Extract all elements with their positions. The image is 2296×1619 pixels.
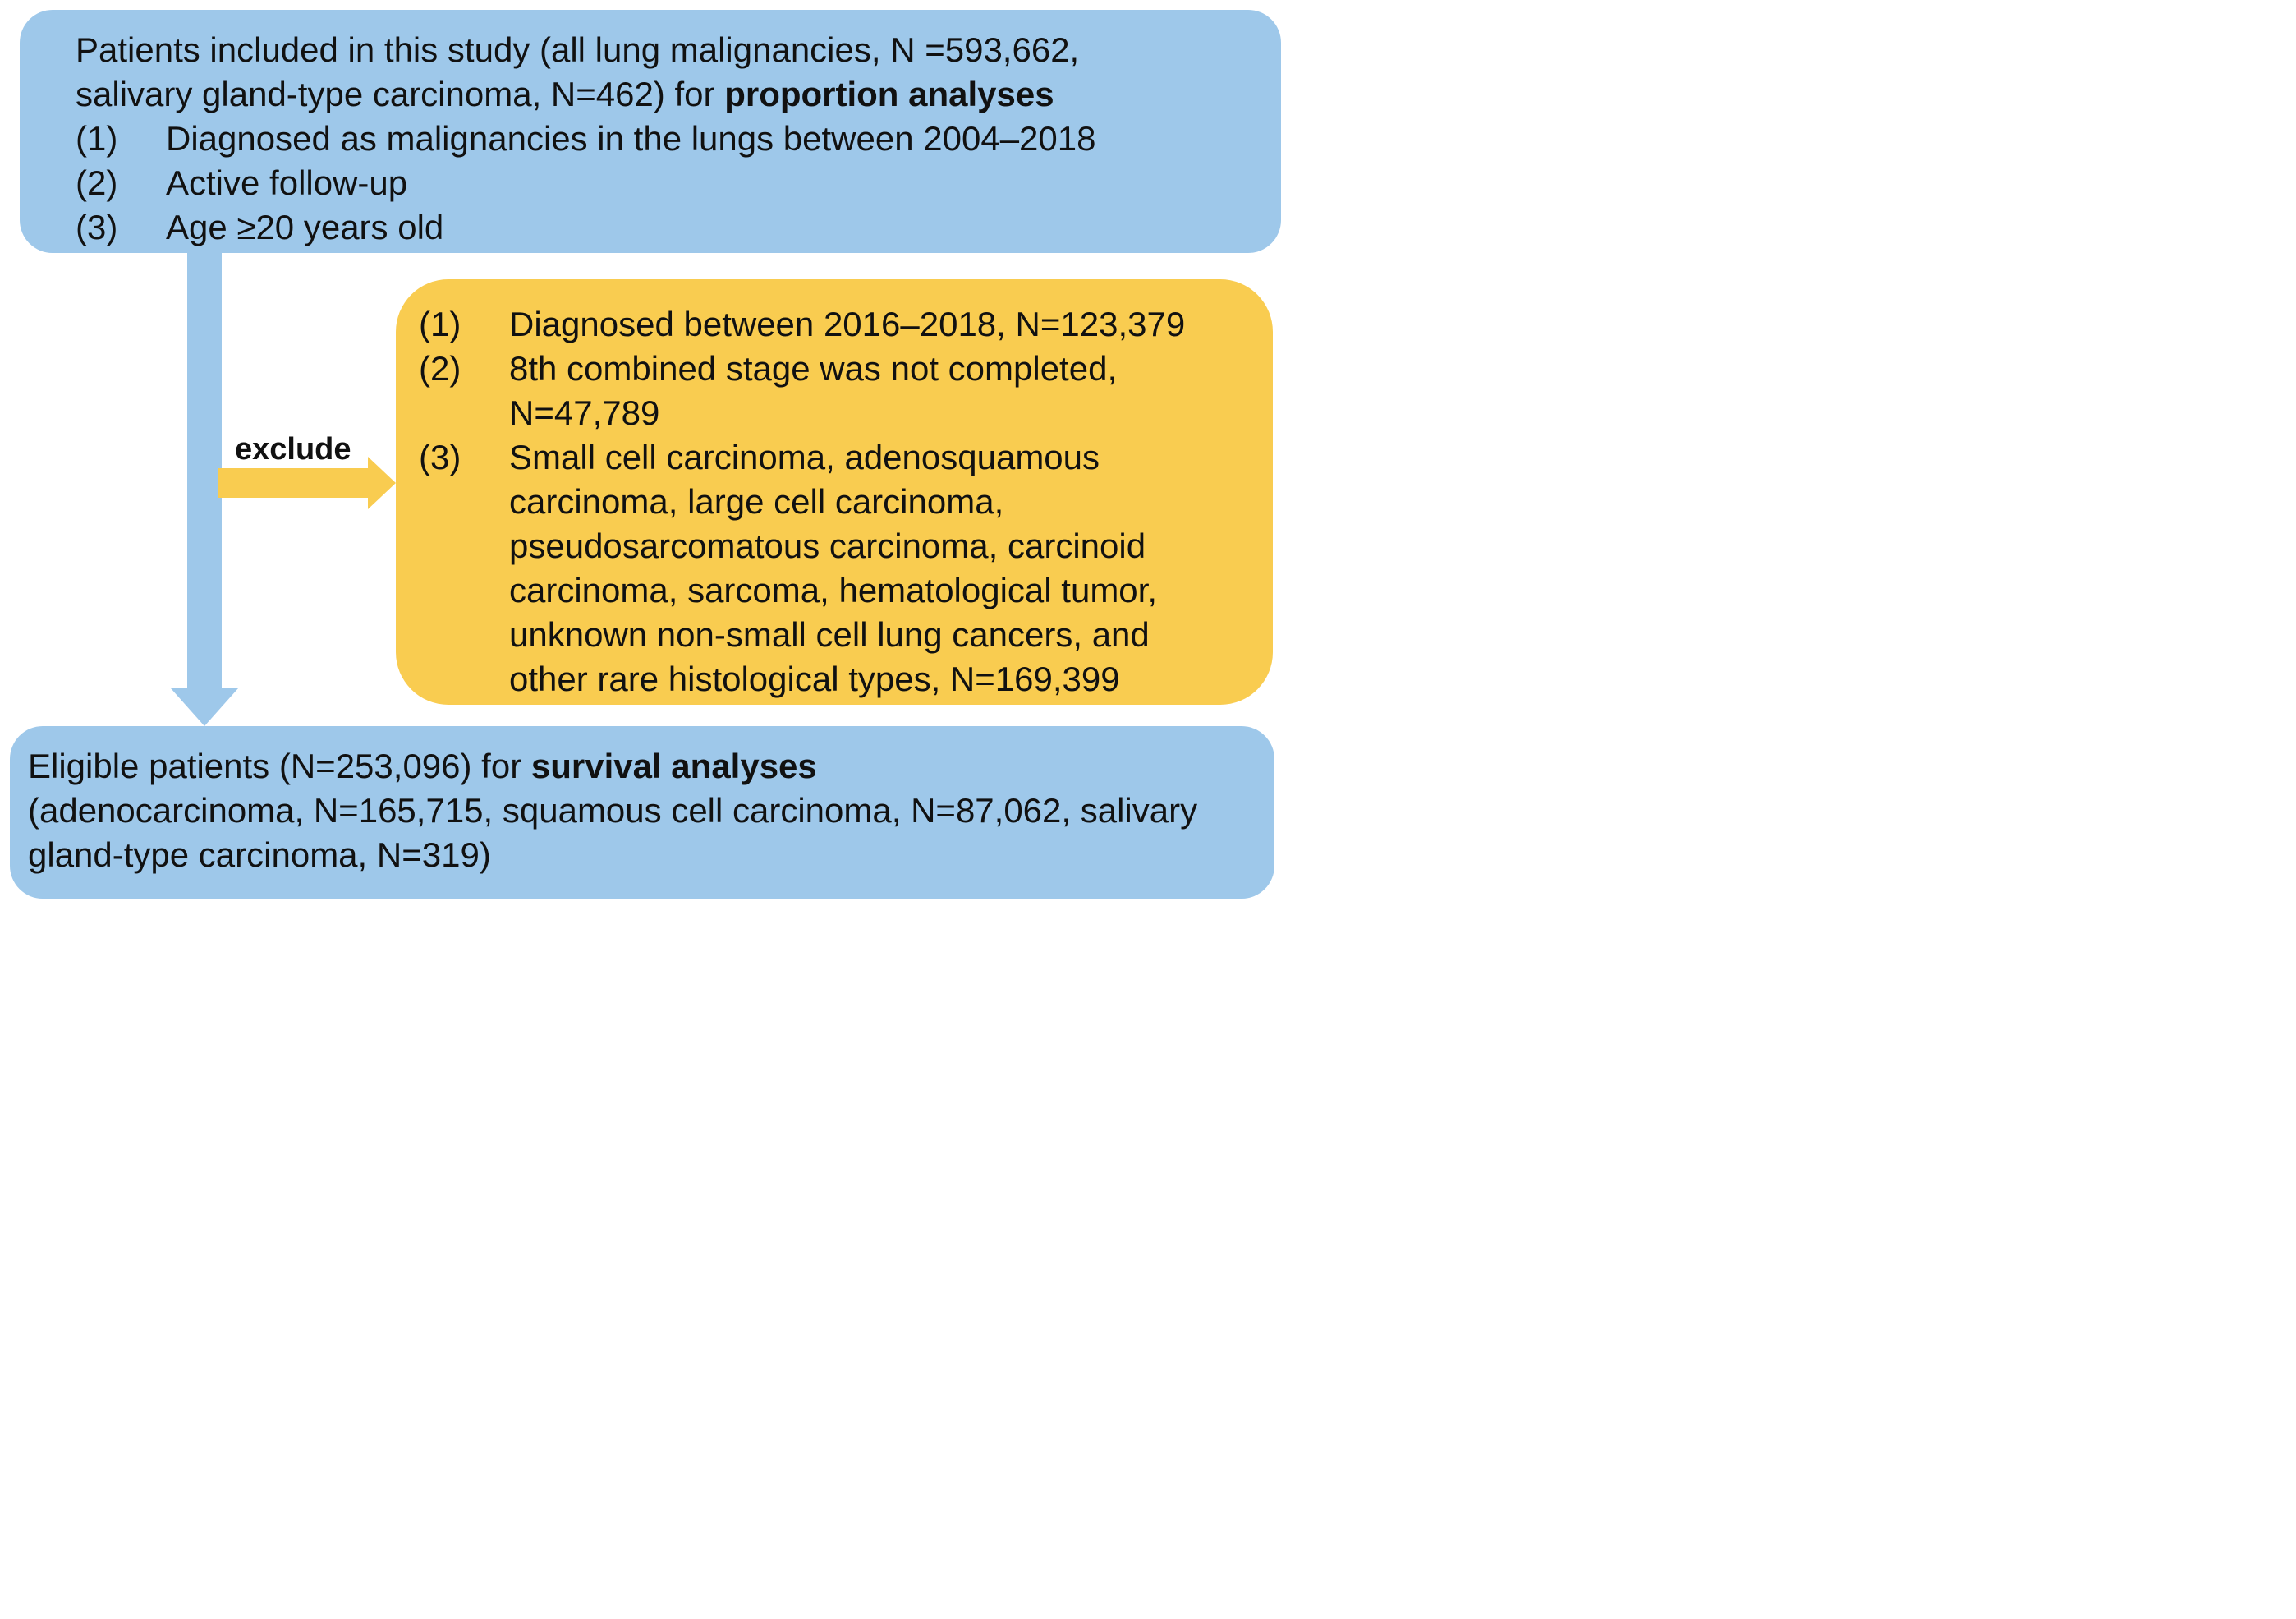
exclusion-item xyxy=(419,302,1273,347)
exclusion-text: Small cell carcinoma, adenosquamous carcinoma, large cell carcinoma, pseudosarcomatous carcinoma, carcinoid carcinoma, sarcoma, hematological tumor, unknown non-small cell lung cancers, and other rare histological types, N=169,399 xyxy=(509,438,1157,698)
exclusion-item xyxy=(419,435,1273,701)
exclusion-item xyxy=(419,347,1273,435)
criterion-number: (3) xyxy=(76,208,118,246)
survival-analyses-label: survival analyses xyxy=(530,747,817,785)
eligible-patients-box xyxy=(10,726,1274,899)
inclusion-criteria-box xyxy=(20,10,1281,253)
eligible-summary-line1 xyxy=(28,744,1274,789)
criterion-text: Diagnosed as malignancies in the lungs between 2004–2018 xyxy=(166,119,1096,158)
eligible-summary-line3: gland-type carcinoma, N=319) xyxy=(28,835,491,874)
inclusion-summary-line2 xyxy=(76,72,1281,117)
eligible-summary-line1-text: Eligible patients (N=253,096) for xyxy=(28,747,531,785)
criterion-number: (1) xyxy=(76,119,118,158)
eligible-summary-line2: (adenocarcinoma, N=165,715, squamous cell carcinoma, N=87,062, salivary xyxy=(28,791,1198,830)
inclusion-summary-line2-text: salivary gland-type carcinoma, N=462) for xyxy=(76,75,725,113)
criterion-item xyxy=(76,205,1281,250)
exclude-label: exclude xyxy=(235,432,351,467)
criterion-number: (2) xyxy=(76,163,118,202)
exclusion-criteria-box xyxy=(396,279,1273,705)
criterion-text: Active follow-up xyxy=(166,163,408,202)
exclusion-text: Diagnosed between 2016–2018, N=123,379 xyxy=(509,305,1186,343)
criterion-text: Age ≥20 years old xyxy=(166,208,444,246)
exclusion-number: (1) xyxy=(419,305,461,343)
inclusion-summary-line1: Patients included in this study (all lung malignancies, N =593,662, xyxy=(76,30,1080,69)
criterion-item xyxy=(76,117,1281,161)
exclusion-text: 8th combined stage was not completed, N=47,789 xyxy=(509,349,1118,432)
exclusion-number: (3) xyxy=(419,438,461,476)
exclusion-number: (2) xyxy=(419,349,461,388)
proportion-analyses-label: proportion analyses xyxy=(724,75,1054,113)
criterion-item xyxy=(76,161,1281,205)
